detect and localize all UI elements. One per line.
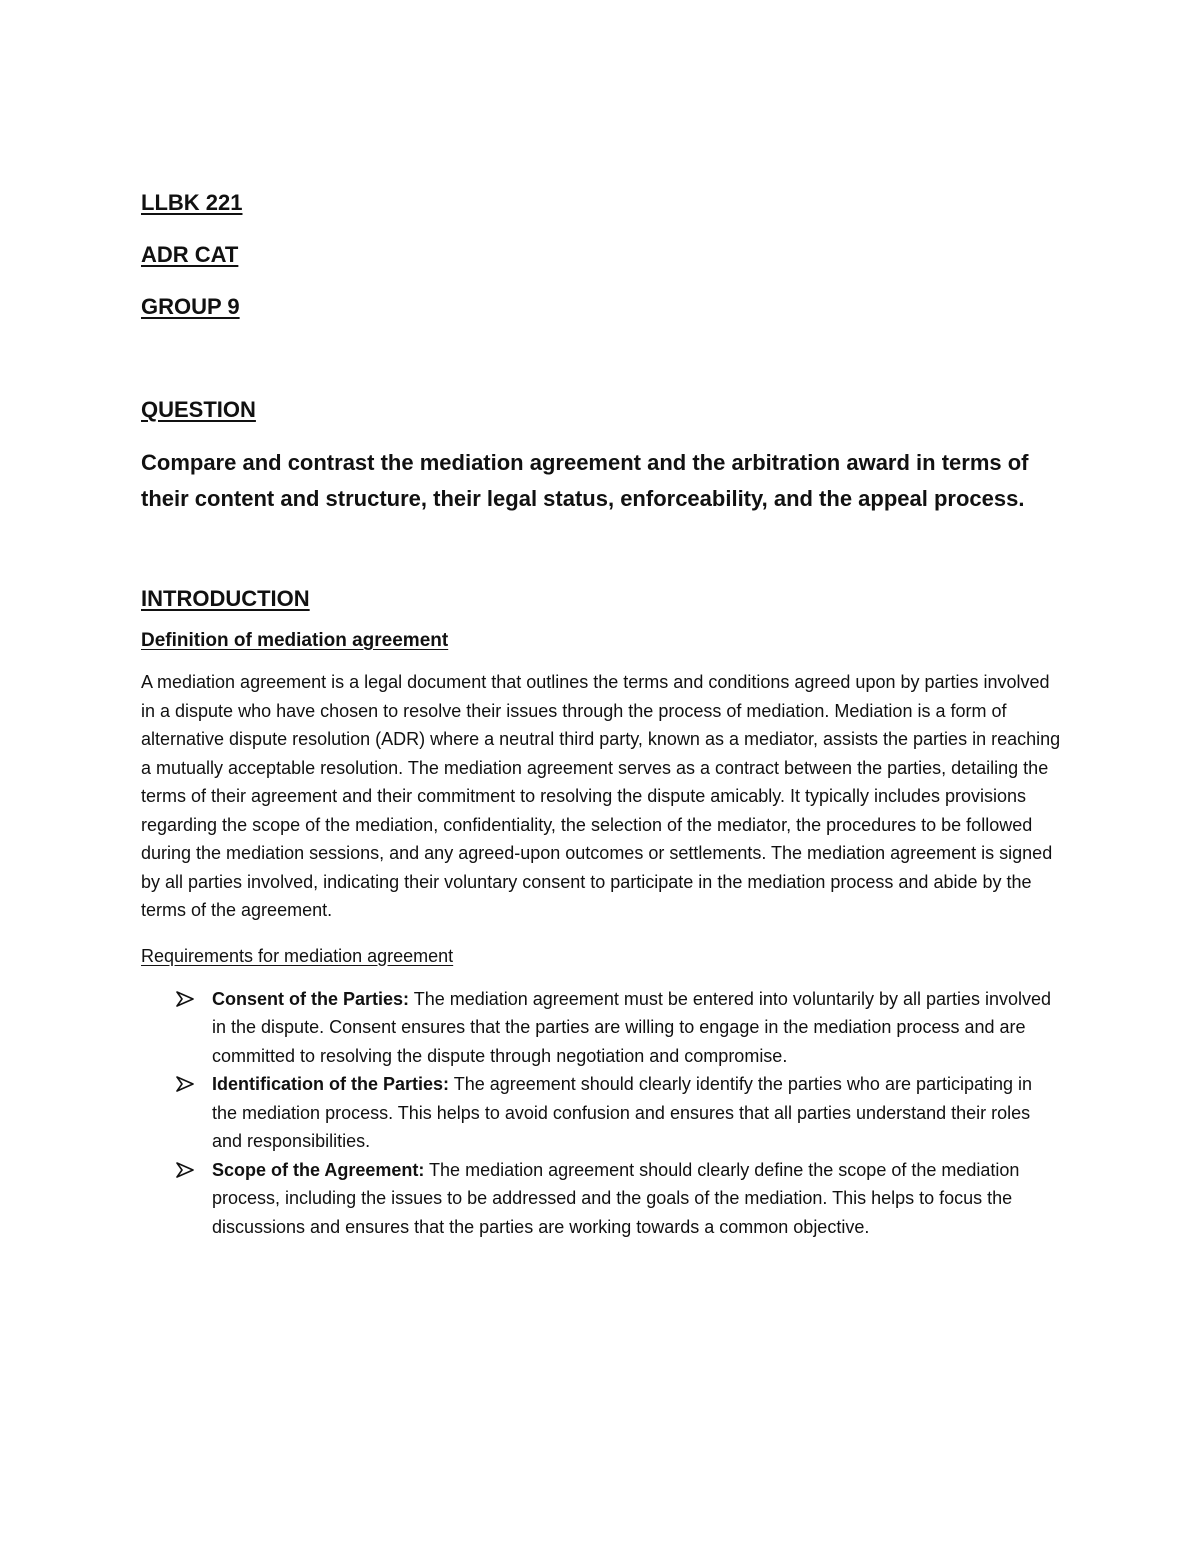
document-body	[141, 188, 1061, 1241]
requirements-heading: Requirements for mediation agreement	[141, 945, 454, 966]
arrow-bullet-icon	[176, 1162, 194, 1178]
question-text: Compare and contrast the mediation agreement and the arbitration award in terms of their content and structure, their legal status, enforceability, and the appeal process.	[141, 450, 1029, 511]
requirement-text: The mediation agreement must be entered into voluntarily by all parties involved in the dispute. Consent ensures that the parties are willing to engage in the mediation process and are committed to resolving the dispute through negotiation and compromise.	[212, 988, 1052, 1066]
requirement-term: Identification of the Parties:	[212, 1074, 450, 1094]
requirement-text: The mediation agreement should clearly define the scope of the mediation process, including the issues to be addressed and the goals of the mediation. This helps to focus the discussions and ensures that the parties are working towards a common objective.	[212, 1159, 1020, 1237]
introduction-heading: INTRODUCTION	[141, 586, 310, 611]
assessment-title: ADR CAT	[141, 242, 239, 267]
arrow-bullet-icon	[176, 1076, 194, 1092]
list-item	[141, 1156, 1061, 1242]
requirement-text: The agreement should clearly identify the parties who are participating in the mediation process. This helps to avoid confusion and ensures that all parties understand their roles and responsibilities.	[212, 1074, 1033, 1151]
definition-heading: Definition of mediation agreement	[141, 630, 449, 651]
arrow-bullet-icon	[176, 991, 194, 1007]
definition-paragraph: A mediation agreement is a legal document that outlines the terms and conditions agreed upon by parties involved in a dispute who have chosen to resolve their issues through the process of mediation. Mediation is a form of alternative dispute resolution (ADR) where a neutral third party, known as a mediator, assists the parties in reaching a mutually acceptable resolution. The mediation agreement serves as a contract between the parties, detailing the terms of their agreement and their commitment to resolving the dispute amicably. It typically includes provisions regarding the scope of the mediation, confidentiality, the selection of the mediator, the procedures to be followed during the mediation sessions, and any agreed-upon outcomes or settlements. The mediation agreement is signed by all parties involved, indicating their voluntary consent to participate in the mediation process and abide by the terms of the agreement.	[141, 672, 1061, 920]
requirement-term: Scope of the Agreement:	[212, 1159, 425, 1180]
question-heading: QUESTION	[141, 397, 256, 422]
requirement-term: Consent of the Parties:	[212, 988, 410, 1009]
group-label: GROUP 9	[141, 294, 240, 319]
requirements-list	[141, 985, 1061, 1242]
list-item	[141, 1070, 1061, 1156]
course-code: LLBK 221	[141, 190, 243, 215]
list-item	[141, 985, 1061, 1071]
